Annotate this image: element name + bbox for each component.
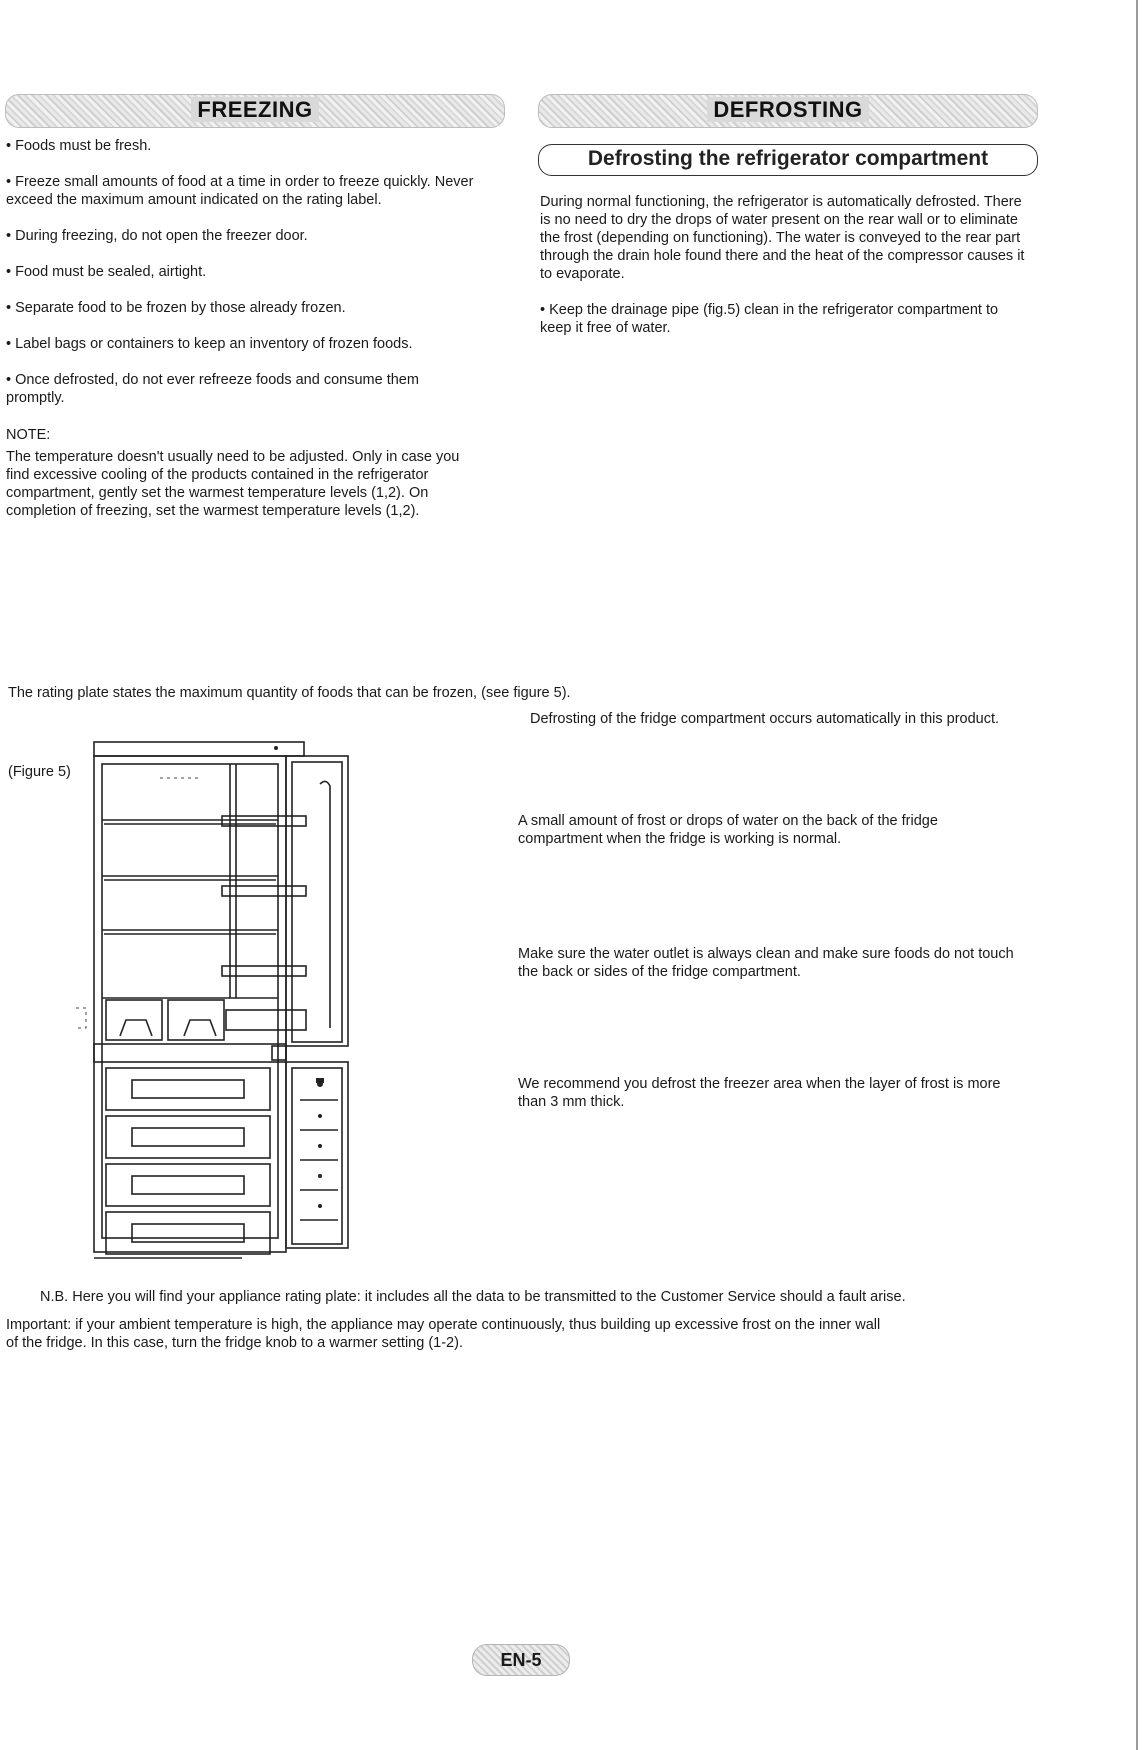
important-text: Important: if your ambient temperature is high, the appliance may operate continuously, thus building up excessive frost on the inner wall of the fridge. In this case, turn the fridge knob to a warmer setting (1-2). — [6, 1317, 881, 1351]
note-label: NOTE: — [6, 427, 51, 443]
note-text: The temperature doesn't usually need to be adjusted. Only in case you find excessive cooling of the products contained in the refrigerator compartment, gently set the warmest temperature levels (1,2). On completion of freezing, set the warmest temperature levels (1,2). — [6, 449, 460, 519]
rating-plate-text: The rating plate states the maximum quantity of foods that can be frozen, (see figure 5). — [8, 685, 571, 701]
fridge-diagram — [60, 738, 360, 1272]
freezing-banner — [5, 94, 505, 128]
defrosting-banner — [538, 94, 1038, 128]
figure-label: (Figure 5) — [8, 764, 71, 780]
side-note: Defrosting of the fridge compartment occurs automatically in this product. — [530, 711, 1000, 727]
freezing-bullet: • Food must be sealed, airtight. — [6, 264, 207, 280]
freezing-bullet: • Separate food to be frozen by those already frozen. — [6, 300, 346, 316]
page-number: EN-5 — [472, 1644, 570, 1676]
defrosting-text — [540, 193, 1030, 355]
defrosting-para: During normal functioning, the refrigerator is automatically defrosted. There is no need to dry the drops of water present on the rear wall or to eliminate the frost (depending on functioning). The water is conveyed to the rear part through the drain hole found there and the heat of the compressor causes it to evaporate. — [540, 194, 1025, 282]
freezing-bullet: • Once defrosted, do not ever refreeze foods and consume them promptly. — [6, 372, 419, 406]
defrosting-para: • Keep the drainage pipe (fig.5) clean in the refrigerator compartment to keep it free of water. — [540, 302, 999, 336]
freezing-bullet: • Label bags or containers to keep an inventory of frozen foods. — [6, 336, 413, 352]
freezing-bullet: • During freezing, do not open the freezer door. — [6, 228, 308, 244]
page-edge-line — [1136, 0, 1138, 1750]
freezing-bullet: • Freeze small amounts of food at a time in order to freeze quickly. Never exceed the maximum amount indicated on the rating label. — [6, 174, 474, 208]
freezing-title: FREEZING — [191, 97, 318, 122]
side-note: Make sure the water outlet is always clean and make sure foods do not touch the back or sides of the fridge compartment. — [518, 946, 1014, 980]
defrosting-title: DEFROSTING — [707, 97, 868, 122]
freezing-bullets — [6, 137, 476, 425]
nb-text: N.B. Here you will find your appliance rating plate: it includes all the data to be transmitted to the Customer Service should a fault arise. — [40, 1289, 906, 1305]
defrosting-subtitle-box — [538, 144, 1038, 176]
freezing-note — [6, 426, 466, 520]
defrosting-subtitle: Defrosting the refrigerator compartment — [587, 147, 989, 170]
freezing-bullet: • Foods must be fresh. — [6, 138, 152, 154]
side-note: A small amount of frost or drops of water on the back of the fridge compartment when the fridge is working is normal. — [518, 813, 938, 847]
side-note: We recommend you defrost the freezer area when the layer of frost is more than 3 mm thick. — [518, 1076, 1001, 1110]
